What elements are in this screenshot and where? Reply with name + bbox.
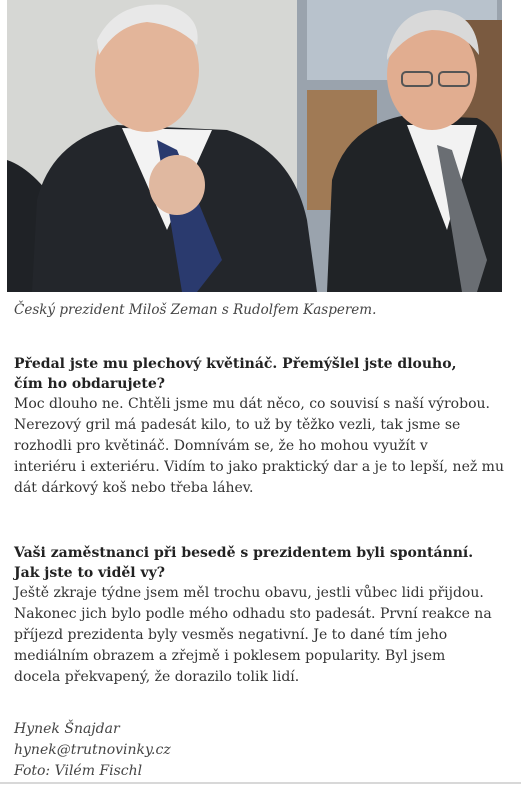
author-name: Hynek Šnajdar <box>14 721 120 737</box>
question-2-line-2: Jak jste to viděl vy? <box>14 565 165 581</box>
photo-image <box>7 0 502 292</box>
question-1 <box>14 354 514 394</box>
photo-credit: Foto: Vilém Fischl <box>14 763 143 779</box>
answer-2-line-3: příjezd prezidenta byly vesměs negativní. Je to dané tím jeho <box>14 627 448 643</box>
question-2-line-1: Vaši zaměstnanci při besedě s prezidentem byli spontánní. <box>14 545 474 561</box>
answer-2-line-4: mediálním obrazem a zřejmě i poklesem popularity. Byl jsem <box>14 648 446 664</box>
answer-2-line-1: Ještě zkraje týdne jsem měl trochu obavu, jestli vůbec lidi přijdou. <box>14 585 484 601</box>
answer-2 <box>14 583 514 688</box>
answer-1-line-4: interiéru i exteriéru. Vidím to jako praktický dar a je to lepší, než mu <box>14 459 504 475</box>
answer-2-line-2: Nakonec jich bylo podle mého odhadu sto padesát. První reakce na <box>14 606 492 622</box>
signature <box>14 719 171 782</box>
answer-1 <box>14 394 514 499</box>
answer-1-line-2: Nerezový gril má padesát kilo, to už by těžko vezli, tak jsme se <box>14 417 461 433</box>
article-photo <box>7 0 502 292</box>
author-email[interactable]: hynek@trutnovinky.cz <box>14 742 171 758</box>
photo-caption: Český prezident Miloš Zeman s Rudolfem Kasperem. <box>14 302 377 318</box>
qa-block-1 <box>14 354 514 499</box>
question-1-line-2: čím ho obdarujete? <box>14 376 166 392</box>
qa-block-2 <box>14 543 514 688</box>
answer-2-line-5: docela překvapený, že dorazilo tolik lidí. <box>14 669 300 685</box>
question-2 <box>14 543 514 583</box>
question-1-line-1: Předal jste mu plechový květináč. Přemýšlel jste dlouho, <box>14 356 457 372</box>
bottom-divider <box>0 782 521 784</box>
answer-1-line-3: rozhodli pro květináč. Domnívám se, že ho mohou využít v <box>14 438 428 454</box>
answer-1-line-5: dát dárkový koš nebo třeba láhev. <box>14 480 254 496</box>
answer-1-line-1: Moc dlouho ne. Chtěli jsme mu dát něco, co souvisí s naší výrobou. <box>14 396 490 412</box>
